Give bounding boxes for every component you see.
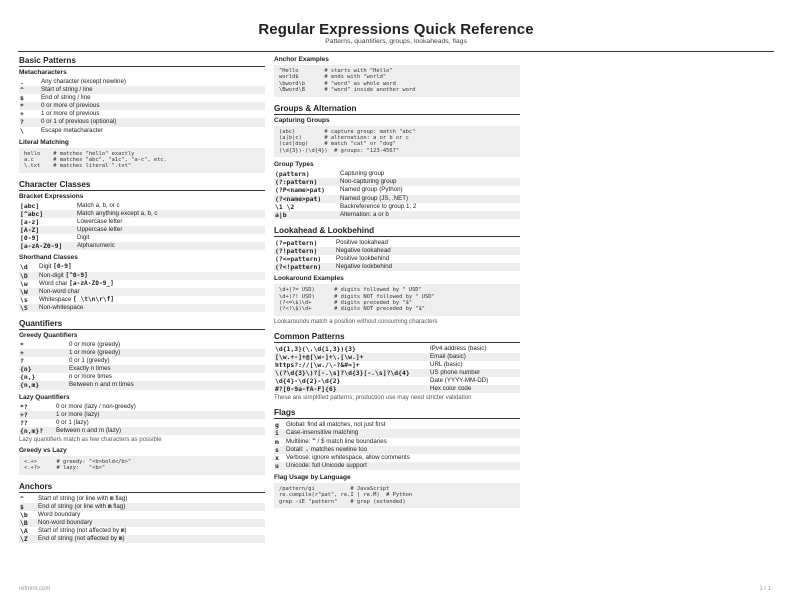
pattern-description	[38, 280, 265, 288]
pattern-description: Start of string / line	[40, 86, 265, 94]
pattern-syntax: (?<name>pat)	[274, 195, 339, 203]
table-row	[274, 353, 520, 361]
pattern-description: Between n and m (lazy)	[55, 427, 265, 435]
pattern-syntax: \Z	[19, 535, 37, 543]
inline-code: m	[120, 527, 125, 535]
table-row	[19, 202, 265, 210]
lookaround-note: Lookarounds match a position without consuming characters	[274, 317, 438, 325]
pattern-description	[38, 272, 265, 280]
pattern-syntax: +	[20, 110, 24, 119]
table-row	[19, 226, 265, 234]
anchors-table	[19, 495, 265, 544]
pattern-description: Named group (Python)	[340, 186, 403, 194]
pattern-syntax: m	[275, 437, 279, 446]
table-row	[19, 527, 265, 535]
footer-page-number: 1 / 1	[759, 586, 771, 592]
pattern-description	[37, 495, 265, 503]
table-row	[274, 385, 520, 393]
pattern-description: n or more times	[69, 373, 112, 381]
section-heading-groups-alternation: Groups & Alternation	[274, 104, 520, 115]
code-block-anchor-examples: ^Hello # starts with "Hello" world$ # ends with "world" \bword\b # "word" as whole word \Bword\B # "word" inside another word	[274, 65, 520, 97]
description-text: Non-word boundary	[38, 519, 93, 527]
pattern-syntax: +?	[19, 411, 55, 419]
pattern-description: 0 or more (greedy)	[69, 341, 121, 348]
pattern-description: Any character (except newline)	[41, 78, 126, 85]
lazy-quantifiers-note: Lazy quantifiers match as few characters as possible	[19, 435, 162, 443]
table-row	[19, 411, 265, 419]
pattern-syntax: \1 \2	[275, 202, 295, 211]
pattern-description: Negative lookbehind	[335, 263, 520, 271]
table-row	[274, 203, 520, 211]
table-row	[274, 438, 520, 446]
section-heading-flags: Flags	[274, 408, 520, 419]
pattern-syntax: \	[20, 126, 24, 135]
pattern-syntax: $	[20, 94, 24, 103]
pattern-description	[38, 296, 265, 304]
pattern-syntax: $	[19, 503, 37, 511]
description-text: End of string (not affected by	[38, 535, 119, 543]
pattern-description: Uppercase letter	[76, 226, 265, 234]
pattern-description: Email (basic)	[429, 353, 520, 361]
table-row	[19, 110, 265, 118]
pattern-syntax: \b	[20, 510, 28, 519]
pattern-syntax: {n,m}?	[19, 427, 55, 435]
pattern-syntax: \s	[20, 295, 28, 304]
description-text-end: matches newline too	[309, 445, 368, 453]
table-row	[274, 239, 520, 247]
table-row	[274, 186, 520, 194]
subheading-capturing-groups: Capturing Groups	[274, 116, 330, 124]
description-text: End of string (or line with	[38, 502, 108, 510]
pattern-syntax: [a-z]	[20, 218, 40, 227]
description-text: Unicode: full Unicode support	[286, 461, 367, 469]
pattern-description	[37, 535, 265, 543]
table-row	[274, 211, 520, 219]
table-row	[19, 272, 265, 280]
table-row	[19, 511, 265, 519]
pattern-syntax: \B	[19, 519, 37, 527]
description-text: Dotall:	[286, 445, 306, 453]
inline-code: [^0-9]	[65, 271, 88, 279]
pattern-description: 1 or more of previous	[41, 110, 100, 118]
pattern-syntax: .	[20, 78, 24, 86]
inline-code: m	[118, 535, 123, 543]
table-row	[19, 296, 265, 304]
pattern-description: Match a, b, or c	[77, 201, 120, 209]
table-row	[274, 454, 520, 462]
pattern-syntax: [\w.+-]+@[\w-]+\.[\w.]+	[274, 353, 429, 361]
pattern-syntax: (?:pattern)	[274, 178, 339, 186]
table-row	[19, 365, 265, 373]
subheading-lazy-quantifiers: Lazy Quantifiers	[19, 393, 70, 401]
inline-code: [ \t\n\r\f]	[73, 295, 115, 303]
description-text: Non-digit	[39, 271, 66, 279]
lazy-quantifiers-table	[19, 403, 265, 435]
pattern-description: Positive lookbehind	[336, 255, 390, 262]
pattern-syntax: (?<!pattern)	[274, 263, 335, 271]
table-row	[19, 242, 265, 250]
pattern-syntax: a|b	[274, 211, 339, 219]
pattern-description	[38, 263, 265, 271]
pattern-description: Named group (JS, .NET)	[339, 195, 520, 203]
code-block-flag-usage: /pattern/gi # JavaScript re.compile(r"pat", re.I | re.M) # Python grep -iE "pattern" # grep (extended)	[274, 483, 520, 508]
footer-site: refmint.com	[19, 586, 51, 592]
pattern-syntax: ?	[19, 118, 40, 126]
table-row	[19, 263, 265, 271]
pattern-syntax: \S	[19, 304, 38, 312]
section-heading-quantifiers: Quantifiers	[19, 319, 265, 330]
pattern-description	[285, 421, 520, 429]
pattern-description: 0 or more (lazy / non-greedy)	[56, 402, 136, 410]
pattern-description: 1 or more (greedy)	[68, 349, 265, 357]
table-row	[19, 373, 265, 381]
lookaround-table	[274, 239, 520, 271]
description-text: Start of string (or line with	[38, 494, 110, 502]
table-row	[19, 280, 265, 288]
code-block-capturing-groups: (abc) # capture group: match "abc" (a|b|c) # alternation: a or b or c (cat|dog) # match "cat" or "dog" (\d{3})-(\d{4}) # groups: "123-4567"	[274, 126, 520, 158]
pattern-description: End of string / line	[41, 94, 91, 102]
description-text: Word char	[39, 279, 70, 287]
table-row	[19, 503, 265, 511]
right-column	[274, 55, 520, 510]
section-heading-lookahead-lookbehind: Lookahead & Lookbehind	[274, 226, 520, 237]
section-heading-common-patterns: Common Patterns	[274, 332, 520, 343]
pattern-syntax: \D	[19, 272, 38, 280]
table-row	[19, 535, 265, 543]
pattern-description	[37, 527, 265, 535]
description-text: Start of string (not affected by	[38, 527, 121, 535]
table-row	[19, 94, 265, 102]
table-row	[19, 86, 265, 94]
pattern-description	[38, 304, 265, 312]
table-row	[274, 462, 520, 470]
table-row	[19, 118, 265, 126]
subheading-shorthand-classes: Shorthand Classes	[19, 254, 78, 262]
pattern-description: Backreference to group 1, 2	[340, 202, 417, 210]
table-row	[274, 369, 520, 377]
pattern-syntax: g	[275, 421, 279, 430]
table-row	[274, 263, 520, 271]
subheading-lookaround-examples: Lookaround Examples	[274, 275, 344, 283]
table-row	[274, 361, 520, 369]
table-row	[274, 170, 520, 178]
pattern-description: Capturing group	[340, 170, 385, 178]
inline-code: .	[305, 445, 309, 453]
inline-code: m	[109, 494, 114, 502]
pattern-syntax: s	[274, 446, 285, 454]
pattern-description: Negative lookahead	[335, 247, 520, 255]
subheading-metacharacters: Metacharacters	[19, 69, 67, 76]
pattern-syntax: *	[20, 341, 24, 349]
pattern-description: Alphanumeric	[76, 242, 265, 250]
pattern-description: Match anything except a, b, c	[76, 210, 265, 218]
table-row	[274, 429, 520, 437]
code-block-lookaround-examples: \d+(?= USD) # digits followed by " USD" \d+(?! USD) # digits NOT followed by " USD" (?<=\$)\d+ # digits preceded by "$" (?<!\$)\d+ # digits NOT preceded by "$"	[274, 284, 520, 316]
pattern-syntax: \d{1,3}(\.\d{1,3}){3}	[275, 344, 356, 353]
table-row	[19, 288, 265, 296]
pattern-syntax: [^abc]	[19, 210, 76, 218]
pattern-syntax: i	[274, 429, 285, 437]
page-title: Regular Expressions Quick Reference	[258, 21, 534, 38]
description-text-end: )	[124, 527, 127, 535]
pattern-syntax: (?!pattern)	[274, 247, 335, 255]
table-row	[19, 218, 265, 226]
table-row	[274, 421, 520, 429]
table-row	[274, 255, 520, 263]
pattern-description: 0 or 1 (lazy)	[56, 418, 89, 426]
description-text: Global: find all matches, not just first	[286, 421, 386, 429]
pattern-description: Exactly n times	[68, 365, 265, 373]
pattern-description: 0 or more of previous	[40, 102, 265, 110]
pattern-syntax: (?P<name>pat)	[275, 186, 326, 195]
pattern-syntax: \w	[20, 279, 28, 288]
pattern-description: Lowercase letter	[77, 218, 123, 226]
greedy-quantifiers-table	[19, 341, 265, 390]
subheading-greedy-quantifiers: Greedy Quantifiers	[19, 332, 78, 339]
pattern-syntax: (?=pattern)	[275, 238, 318, 247]
pattern-syntax: {n}	[19, 365, 68, 373]
table-row	[19, 341, 265, 349]
description-text: Word boundary	[38, 510, 81, 518]
table-row	[19, 495, 265, 503]
pattern-description: Date (YYYY-MM-DD)	[430, 377, 489, 385]
pattern-syntax: {n,}	[20, 373, 36, 382]
code-block-greedy-vs-lazy: <.+> # greedy: "<b>bold</b>" <.+?> # lazy: "<b>"	[19, 456, 265, 475]
subheading-anchor-examples: Anchor Examples	[274, 56, 329, 63]
section-heading-basic-patterns: Basic Patterns	[19, 56, 265, 67]
pattern-syntax: ??	[20, 418, 28, 427]
pattern-description: 1 or more (lazy)	[55, 411, 265, 419]
pattern-description: Non-capturing group	[339, 178, 520, 186]
pattern-description: Alternation: a or b	[339, 211, 520, 219]
shorthand-classes-table	[19, 263, 265, 312]
pattern-syntax: *?	[20, 402, 28, 411]
table-row	[19, 210, 265, 218]
table-row	[19, 381, 265, 389]
pattern-description: URL (basic)	[430, 361, 463, 368]
pattern-syntax: [0-9]	[20, 234, 40, 243]
pattern-description	[285, 454, 520, 462]
table-row	[274, 178, 520, 186]
pattern-syntax: #?[0-9a-fA-F]{6}	[274, 385, 429, 393]
table-row	[19, 127, 265, 135]
description-text: Multiline:	[286, 437, 313, 445]
pattern-syntax: \A	[20, 527, 28, 536]
table-row	[19, 304, 265, 312]
description-text-end: flag)	[113, 494, 128, 502]
subheading-greedy-vs-lazy: Greedy vs Lazy	[19, 446, 67, 454]
table-row	[19, 78, 265, 86]
table-row	[19, 403, 265, 411]
description-text: Digit	[39, 263, 54, 271]
pattern-syntax: \(?\d{3}\)?[-.\s]?\d{3}[-.\s]?\d{4}	[274, 369, 429, 377]
pattern-description	[285, 438, 520, 446]
pattern-description	[285, 462, 520, 470]
pattern-syntax: u	[274, 462, 285, 470]
pattern-syntax: [A-Z]	[19, 226, 76, 234]
bracket-expressions-table	[19, 202, 265, 251]
pattern-description: Positive lookahead	[336, 238, 388, 246]
description-text-end: / $ match line boundaries	[315, 437, 387, 445]
pattern-description: 0 or 1 (greedy)	[69, 357, 110, 365]
description-text: Non-whitespace	[39, 303, 84, 311]
pattern-description	[37, 519, 265, 527]
table-row	[274, 195, 520, 203]
table-row	[274, 446, 520, 454]
pattern-syntax: *	[19, 102, 40, 110]
inline-code: [0-9]	[53, 263, 72, 271]
pattern-description: IPv4 address (basic)	[430, 344, 487, 352]
pattern-description	[285, 446, 520, 454]
title-divider	[18, 51, 774, 52]
subheading-literal-matching: Literal Matching	[19, 138, 69, 146]
pattern-description: US phone number	[429, 369, 520, 377]
pattern-syntax: \d	[20, 263, 28, 272]
pattern-syntax: (pattern)	[275, 170, 310, 179]
table-row	[19, 349, 265, 357]
code-block-literal-matching: hello # matches "hello" exactly a.c # matches "abc", "a1c", "a-c", etc. \.txt # matches literal ".txt"	[19, 148, 265, 173]
pattern-syntax: https?://[\w./\-?&#=]+	[275, 361, 360, 369]
inline-code: [a-zA-Z0-9_]	[69, 279, 114, 287]
pattern-syntax: {n,m}	[19, 381, 68, 389]
description-text-end: flag)	[111, 502, 126, 510]
pattern-syntax: ?	[20, 357, 24, 366]
pattern-description: Hex color code	[429, 385, 520, 393]
section-heading-anchors: Anchors	[19, 482, 265, 493]
table-row	[274, 345, 520, 353]
description-text: Case-insensitive matching	[286, 429, 359, 437]
inline-code: ^	[312, 437, 316, 445]
pattern-syntax: ^	[20, 494, 24, 503]
pattern-description	[285, 429, 520, 437]
pattern-description	[37, 511, 265, 519]
subheading-group-types: Group Types	[274, 161, 314, 169]
pattern-description: Digit	[77, 234, 90, 242]
description-text: Verbose: ignore whitespace, allow comments	[286, 453, 410, 461]
pattern-description: Escape metacharacter	[41, 126, 103, 134]
pattern-syntax: [a-zA-Z0-9]	[19, 242, 76, 250]
pattern-syntax: x	[275, 453, 279, 462]
subheading-bracket-expressions: Bracket Expressions	[19, 192, 84, 200]
description-text-end: )	[122, 535, 125, 543]
table-row	[19, 357, 265, 365]
flags-table	[274, 421, 520, 470]
pattern-syntax: \W	[19, 288, 38, 296]
common-patterns-table	[274, 345, 520, 394]
page-subtitle: Patterns, quantifiers, groups, lookaheads, flags	[325, 38, 467, 45]
pattern-syntax: [abc]	[20, 201, 40, 210]
description-text: Non-word char	[39, 287, 80, 295]
pattern-description	[37, 503, 265, 511]
table-row	[19, 519, 265, 527]
left-column	[19, 55, 265, 543]
pattern-syntax: \d{4}-\d{2}-\d{2}	[275, 377, 341, 386]
pattern-description	[38, 288, 265, 296]
pattern-syntax: (?<=pattern)	[275, 255, 322, 263]
table-row	[274, 377, 520, 385]
pattern-syntax: +	[19, 349, 68, 357]
common-patterns-note: These are simplified patterns; production use may need stricter validation	[274, 394, 472, 402]
pattern-description: 0 or 1 of previous (optional)	[40, 118, 265, 126]
pattern-description: Between n and m times	[68, 381, 265, 389]
group-types-table	[274, 170, 520, 219]
subheading-flag-usage: Flag Usage by Language	[274, 473, 351, 481]
description-text: Whitespace	[39, 295, 74, 303]
metacharacters-table	[19, 78, 265, 135]
table-row	[274, 247, 520, 255]
section-heading-character-classes: Character Classes	[19, 180, 265, 191]
table-row	[19, 102, 265, 110]
table-row	[19, 427, 265, 435]
pattern-syntax: ^	[19, 86, 40, 94]
inline-code: m	[107, 502, 112, 510]
table-row	[19, 234, 265, 242]
table-row	[19, 419, 265, 427]
